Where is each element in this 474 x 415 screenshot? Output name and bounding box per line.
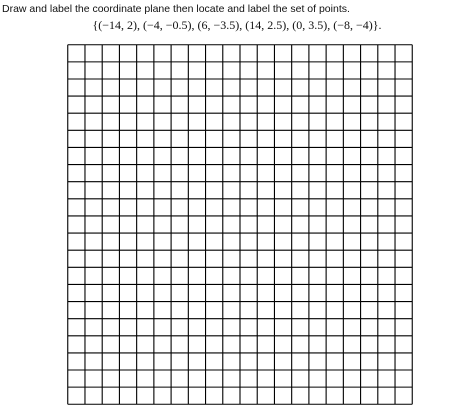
- instruction-text: Draw and label the coordinate plane then locate and label the set of points.: [2, 3, 350, 15]
- graph-paper-grid: [67, 44, 413, 405]
- point-set-text: {(−14, 2), (−4, −0.5), (6, −3.5), (14, 2.5), (0, 3.5), (−8, −4)}.: [92, 18, 382, 32]
